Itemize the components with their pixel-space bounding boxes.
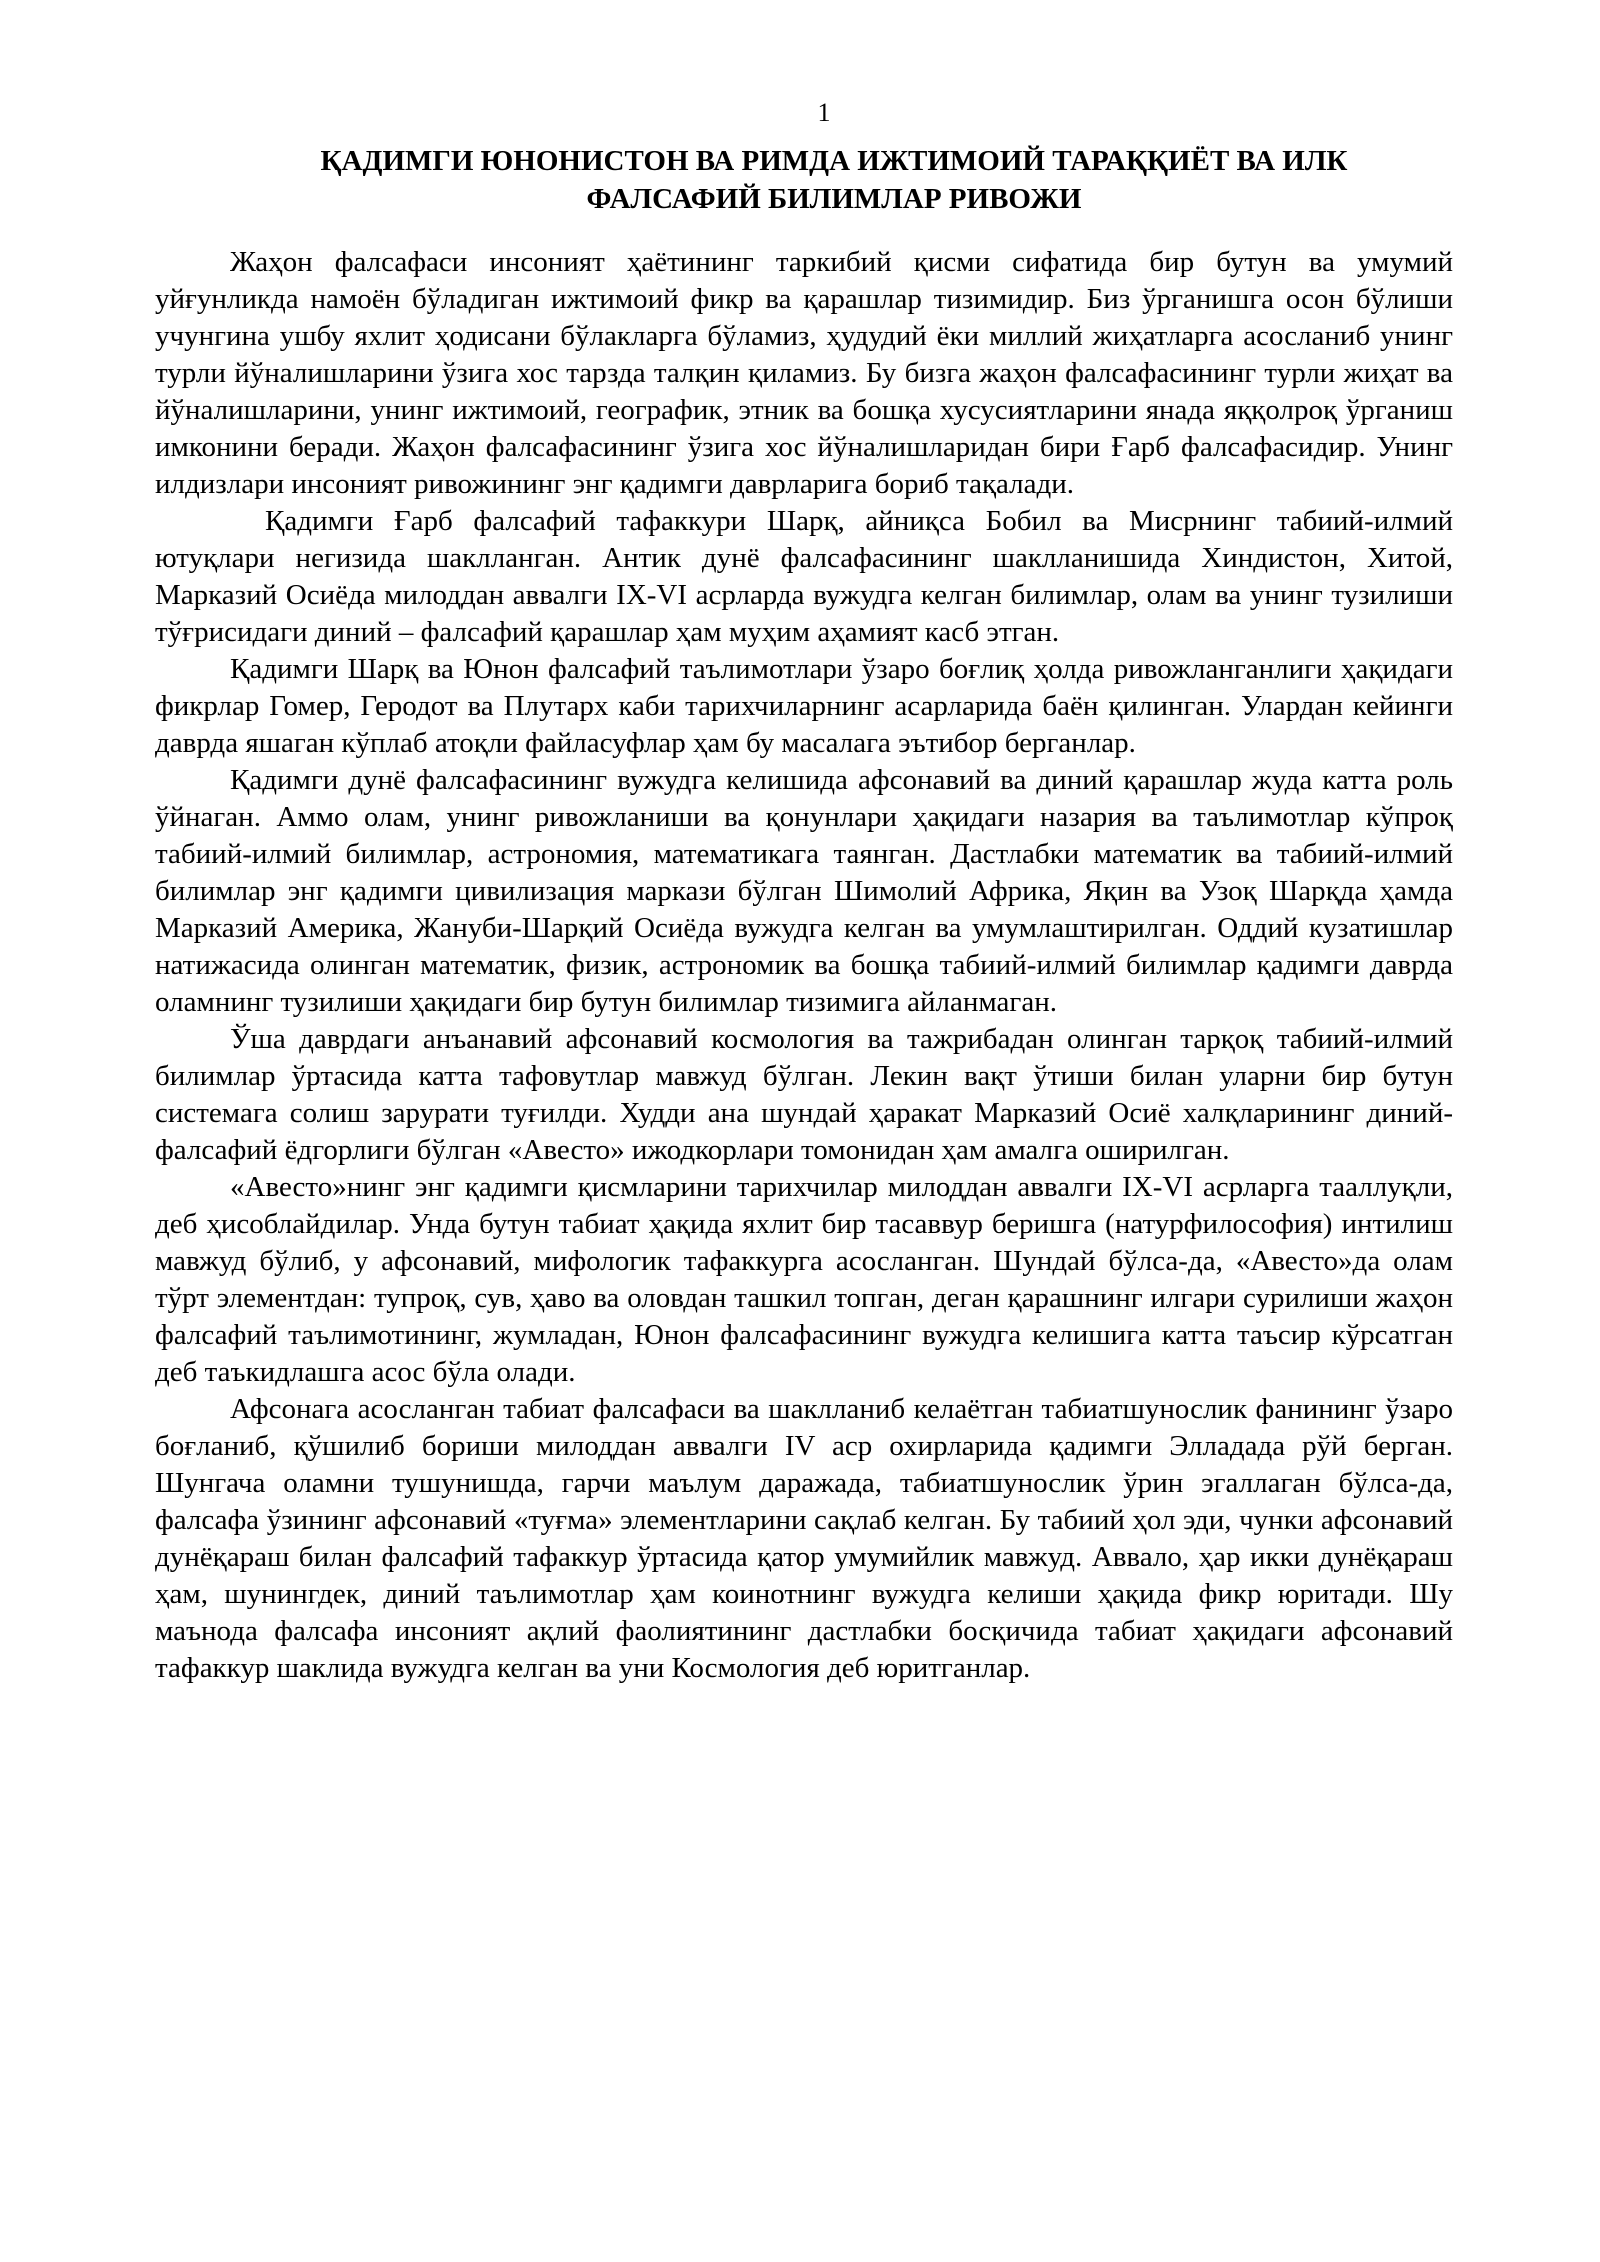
page-number: 1 [817, 98, 831, 127]
document-title [155, 142, 1453, 218]
paragraph-7: Афсонага асосланган табиат фалсафаси ва шаклланиб келаётган табиатшунослик фанининг ўзаро боғланиб, қўшилиб бориши милоддан аввалги IV аср охирларида қадимги Элладада рўй берган. Шунгача оламни тушунишда, гарчи маълум даражада, табиатшунослик ўрин эгаллаган бўлса-да, фалсафа ўзининг афсонавий «туғма» элементларини сақлаб келган. Бу табиий ҳол эди, чунки афсонавий дунёқараш билан фалсафий тафаккур ўртасида қатор умумийлик мавжуд. Аввало, ҳар икки дунёқараш ҳам, шунингдек, диний таълимотлар ҳам коинотнинг вужудга келиши ҳақида фикр юритади. Шу маънода фалсафа инсоният ақлий фаолиятининг дастлабки босқичида табиат ҳақидаги афсонавий тафаккур шаклида вужудга келган ва уни Космология деб юритганлар. [155, 1393, 1453, 1684]
title-line-2: ФАЛСАФИЙ БИЛИМЛАР РИВОЖИ [586, 183, 1082, 215]
document-page [155, 98, 1453, 1687]
paragraph-2: Қадимги Ғарб фалсафий тафаккури Шарқ, айниқса Бобил ва Мисрнинг табиий-илмий ютуқлари негизида шаклланган. Антик дунё фалсафасининг шаклланишида Хиндистон, Хитой, Марказий Осиёда милоддан аввалги IX-VI асрларда вужудга келган билимлар, олам ва унинг тузилиши тўғрисидаги диний – фалсафий қарашлар ҳам муҳим аҳамият касб этган. [155, 505, 1453, 648]
paragraph-5: Ўша даврдаги анъанавий афсонавий космология ва тажрибадан олинган тарқоқ табиий-илмий билимлар ўртасида катта тафовутлар мавжуд бўлган. Лекин вақт ўтиши билан уларни бир бутун системага солиш зарурати туғилди. Худди ана шундай ҳаракат Марказий Осиё халқларининг диний-фалсафий ёдгорлиги бўлган «Авесто» ижодкорлари томонидан ҳам амалга оширилган. [155, 1023, 1453, 1166]
paragraph-3: Қадимги Шарқ ва Юнон фалсафий таълимотлари ўзаро боғлиқ ҳолда ривожланганлиги ҳақидаги фикрлар Гомер, Геродот ва Плутарх каби тарихчиларнинг асарларида баён қилинган. Улардан кейинги даврда яшаган кўплаб атоқли файласуфлар ҳам бу масалага эътибор берганлар. [155, 653, 1453, 759]
paragraph-4: Қадимги дунё фалсафасининг вужудга келишида афсонавий ва диний қарашлар жуда катта роль ўйнаган. Аммо олам, унинг ривожланиши ва қонунлари ҳақидаги назария ва таълимотлар кўпроқ табиий-илмий билимлар, астрономия, математикага таянган. Дастлабки математик ва табиий-илмий билимлар энг қадимги цивилизация маркази бўлган Шимолий Африка, Яқин ва Узоқ Шарқда ҳамда Марказий Америка, Жануби-Шарқий Осиёда вужудга келган ва умумлаштирилган. Оддий кузатишлар натижасида олинган математик, физик, астрономик ва бошқа табиий-илмий билимлар қадимги даврда оламнинг тузилиши ҳақидаги бир бутун билимлар тизимига айланмаган. [155, 764, 1453, 1018]
paragraph-1: Жаҳон фалсафаси инсоният ҳаётининг таркибий қисми сифатида бир бутун ва умумий уйғунликда намоён бўладиган ижтимоий фикр ва қарашлар тизимидир. Биз ўрганишга осон бўлиши учунгина ушбу яхлит ҳодисани бўлакларга бўламиз, ҳудудий ёки миллий жиҳатларга асосланиб унинг турли йўналишларини ўзига хос тарзда талқин қиламиз. Бу бизга жаҳон фалсафасининг турли жиҳат ва йўналишларини, унинг ижтимоий, географик, этник ва бошқа хусусиятларини янада яққолроқ ўрганиш имконини беради. Жаҳон фалсафасининг ўзига хос йўналишларидан бири Ғарб фалсафасидир. Унинг илдизлари инсоният ривожининг энг қадимги даврларига бориб тақалади. [155, 246, 1453, 500]
paragraph-6: «Авесто»нинг энг қадимги қисмларини тарихчилар милоддан аввалги IX-VI асрларга тааллуқли, деб ҳисоблайдилар. Унда бутун табиат ҳақида яхлит бир тасаввур беришга (натурфилософия) интилиш мавжуд бўлиб, у афсонавий, мифологик тафаккурга асосланган. Шундай бўлса-да, «Авесто»да олам тўрт элементдан: тупроқ, сув, ҳаво ва оловдан ташкил топган, деган қарашнинг илгари сурилиши жаҳон фалсафий таълимотининг, жумладан, Юнон фалсафасининг вужудга келишига катта таъсир кўрсатган деб таъкидлашга асос бўла олади. [155, 1171, 1453, 1388]
title-line-1: ҚАДИМГИ ЮНОНИСТОН ВА РИМДА ИЖТИМОИЙ ТАРАҚҚИЁТ ВА ИЛК [320, 145, 1348, 177]
